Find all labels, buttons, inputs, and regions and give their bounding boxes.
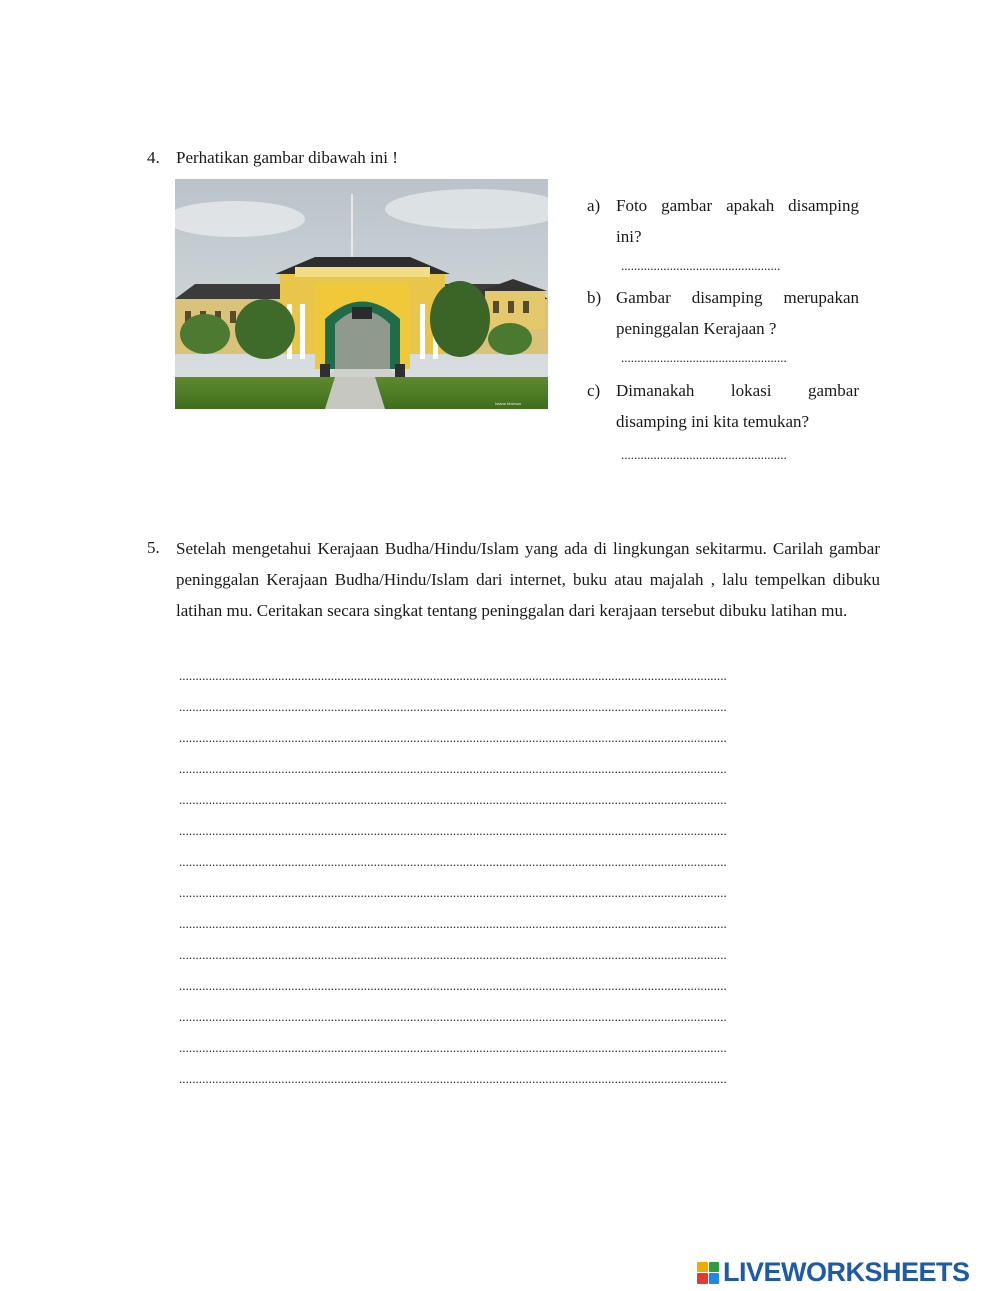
answer-line-dots: ...................................................................................................................................................................... (179, 978, 727, 993)
answer-line[interactable] (179, 815, 873, 846)
item-a-letter: a) (587, 196, 601, 215)
question-4-number: 4. (147, 148, 160, 167)
answer-line[interactable] (179, 970, 873, 1001)
question-5-number: 5. (147, 538, 160, 557)
answer-line[interactable] (179, 939, 873, 970)
answer-line-dots: ...................................................................................................................................................................... (179, 730, 727, 745)
item-b-line2: peninggalan Kerajaan ? (616, 319, 777, 338)
item-b-question (616, 282, 859, 344)
answer-line[interactable] (179, 877, 873, 908)
item-c-line1: Dimanakah lokasi gambar (616, 381, 859, 400)
answer-line-dots: ...................................................................................................................................................................... (179, 761, 727, 776)
logo-square (697, 1262, 708, 1273)
item-b-line1: Gambar disamping merupakan (616, 288, 859, 307)
logo-square (697, 1273, 708, 1284)
liveworksheets-logo-icon (697, 1262, 719, 1284)
answer-line[interactable] (179, 1063, 873, 1094)
item-a-question (616, 190, 859, 252)
answer-line-dots: ...................................................................................................................................................................... (179, 699, 727, 714)
item-c-question (616, 375, 859, 437)
answer-line-dots: ...................................................................................................................................................................... (179, 668, 727, 683)
answer-line[interactable] (179, 846, 873, 877)
brand-name: LIVEWORKSHEETS (723, 1257, 970, 1287)
item-c-answer-line[interactable]: ................................................... (621, 447, 787, 462)
item-c-line2: disamping ini kita temukan? (616, 412, 810, 431)
photo-watermark: Istana Maimun (495, 401, 522, 406)
answer-line-dots: ...................................................................................................................................................................... (179, 823, 727, 838)
answer-line-dots: ...................................................................................................................................................................... (179, 854, 727, 869)
question-4-prompt: Perhatikan gambar dibawah ini ! (176, 148, 398, 167)
liveworksheets-brand (697, 1257, 970, 1288)
item-b-letter: b) (587, 288, 602, 307)
answer-line-dots: ...................................................................................................................................................................... (179, 1040, 727, 1055)
answer-line[interactable] (179, 691, 873, 722)
answer-line[interactable] (179, 722, 873, 753)
answer-line-dots: ...................................................................................................................................................................... (179, 792, 727, 807)
answer-line[interactable] (179, 753, 873, 784)
item-a-answer-line[interactable]: ................................................. (621, 258, 781, 273)
answer-line[interactable] (179, 1001, 873, 1032)
answer-line-dots: ...................................................................................................................................................................... (179, 916, 727, 931)
palace-photo (175, 179, 548, 409)
question-5-text: Setelah mengetahui Kerajaan Budha/Hindu/Islam yang ada di lingkungan sekitarmu. Carilah gambar peninggalan Kerajaan Budha/Hindu/Islam dari internet, buku atau majalah , lalu tempelkan dibuku latihan mu. Ceritakan secara singkat tentang peninggalan dari kerajaan tersebut dibuku latihan mu. (176, 539, 880, 620)
answer-line[interactable] (179, 784, 873, 815)
question-5-answer-lines (179, 660, 873, 1094)
answer-line[interactable] (179, 908, 873, 939)
item-c-letter: c) (587, 381, 601, 400)
answer-line[interactable] (179, 660, 873, 691)
item-a-line1: Foto gambar apakah disamping (616, 196, 859, 215)
item-b-answer-line[interactable]: ................................................... (621, 350, 787, 365)
answer-line-dots: ...................................................................................................................................................................... (179, 1009, 727, 1024)
answer-line[interactable] (179, 1032, 873, 1063)
answer-line-dots: ...................................................................................................................................................................... (179, 885, 727, 900)
answer-line-dots: ...................................................................................................................................................................... (179, 1071, 727, 1086)
answer-line-dots: ...................................................................................................................................................................... (179, 947, 727, 962)
item-a-line2: ini? (616, 227, 642, 246)
logo-square (709, 1262, 720, 1273)
logo-square (709, 1273, 720, 1284)
